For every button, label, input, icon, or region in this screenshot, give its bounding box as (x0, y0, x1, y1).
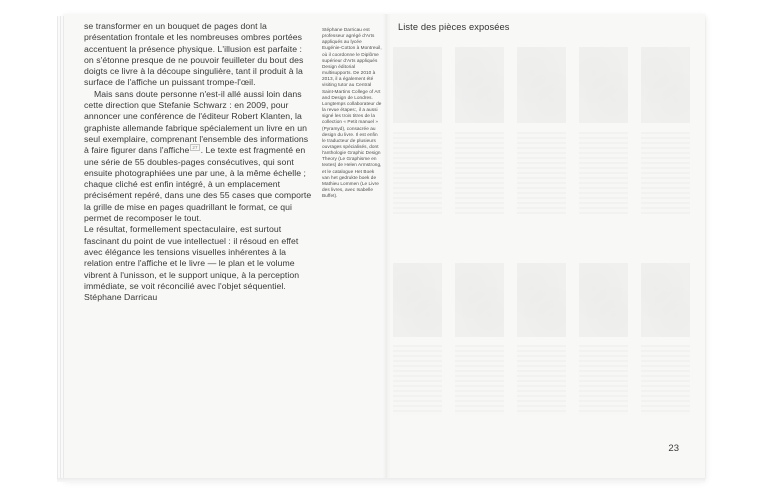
ghost-thumbnail (393, 132, 442, 214)
ghost-thumbnail (517, 345, 566, 415)
ghost-thumbnail (641, 132, 690, 214)
article-text (84, 21, 312, 303)
book-spread (64, 14, 705, 478)
ghost-thumbnail (455, 263, 504, 337)
ghost-thumbnail (579, 263, 628, 337)
ghost-thumbnail-row (393, 132, 690, 214)
author-bio-margin-note: Stéphane Darricau est professeur agrégé d'Arts appliqués au lycée Eugénie-Cotton à Montreuil, où il coordonne le Diplôme supérieur d'Arts appliqués Design éditorial multisupports. De 2010 à 2013, il a également été visiting tutor au Central Saint-Martins College of Art and Design de Londres. Longtemps collaborateur de la revue étapes:, il a aussi signé les trois titres de la collection « Petit manuel » (Pyramyd), consacrée au design du livre. Il est enfin le traducteur de plusieurs ouvrages spécialisés, dont l'anthologie Graphic Design Theory (Le Graphisme en textes) de Helen Armstrong, et le catalogue Het Boek van het gedrukte boek de Mathieu Lommen (Le Livre des livres, avec Isabelle Buffet). (322, 27, 382, 199)
ghost-thumbnail (517, 132, 566, 214)
ghost-thumbnail (641, 263, 690, 337)
right-page (384, 14, 705, 478)
page-number: 23 (668, 443, 679, 454)
page-title: Liste des pièces exposées (398, 22, 510, 32)
article-paragraph-3: Le résultat, formellement spectaculaire, est surtout fascinant du point de vue intellectuel : il résoud en effet avec élégance les tensions visuelles inhérentes à la relation entre l'affiche et le livre — le plan et le volume vibrent à l'unisson, et le support unique, à la perception immédiate, se voit réconcilié avec l'objet séquentiel. (84, 224, 300, 291)
ghost-thumbnail (641, 345, 690, 415)
ghost-thumbnail-row (393, 263, 690, 337)
article-paragraph-1: se transformer en un bouquet de pages dont la présentation frontale et les nombreuses ombres portées accentuent la présence physique. L'illusion est parfaite : on s'étonne presque de ne pouvoir feuilleter du bout des doigts ce livre à la découpe singulière, tant il produit à la surface de l'affiche un puissant trompe-l'œil. (84, 21, 304, 88)
ghost-thumbnail (455, 345, 504, 415)
ghost-thumbnail (517, 47, 566, 123)
ghost-thumbnail (517, 263, 566, 337)
ghost-thumbnail (393, 47, 442, 123)
ghost-thumbnail (579, 345, 628, 415)
article-paragraph-2-continued: . Le texte est fragmenté en une série de 55 doubles-pages consécutives, qui sont ensuite photographiées une par une, à la même échelle ; chaque cliché est enfin intégré, à un emplacement précisément repéré, dans une des 55 cases que comporte la grille de mise en pages quadrillant le format, ce qui permet de recomposer le tout. (84, 145, 312, 224)
ghost-thumbnail (455, 47, 504, 123)
article-paragraph-2-text: Mais sans doute personne n'est-il allé aussi loin dans cette direction que Stefanie Schwarz : en 2009, pour annoncer une conférence de l'éditeur Robert Klanten, la graphiste allemande fabrique spécialement un livre en un seul exemplaire, comprenant l'ensemble des informations à faire figurer dans l'affiche (84, 88, 309, 156)
ghost-thumbnail (641, 47, 690, 123)
left-page (64, 14, 384, 478)
ghost-thumbnail (455, 132, 504, 214)
article-paragraph-2 (84, 89, 312, 225)
ghost-thumbnail (579, 47, 628, 123)
ghost-thumbnail (579, 132, 628, 214)
footnote-marker: 27 (192, 145, 198, 151)
author-signature: Stéphane Darricau (84, 292, 158, 303)
ghost-thumbnail-row (393, 345, 690, 415)
ghost-thumbnail (393, 345, 442, 415)
page-stack-edge-left (57, 16, 64, 482)
page-stack-edge-bottom (57, 478, 705, 482)
ghost-thumbnail-row (393, 47, 690, 123)
ghost-thumbnail (393, 263, 442, 337)
